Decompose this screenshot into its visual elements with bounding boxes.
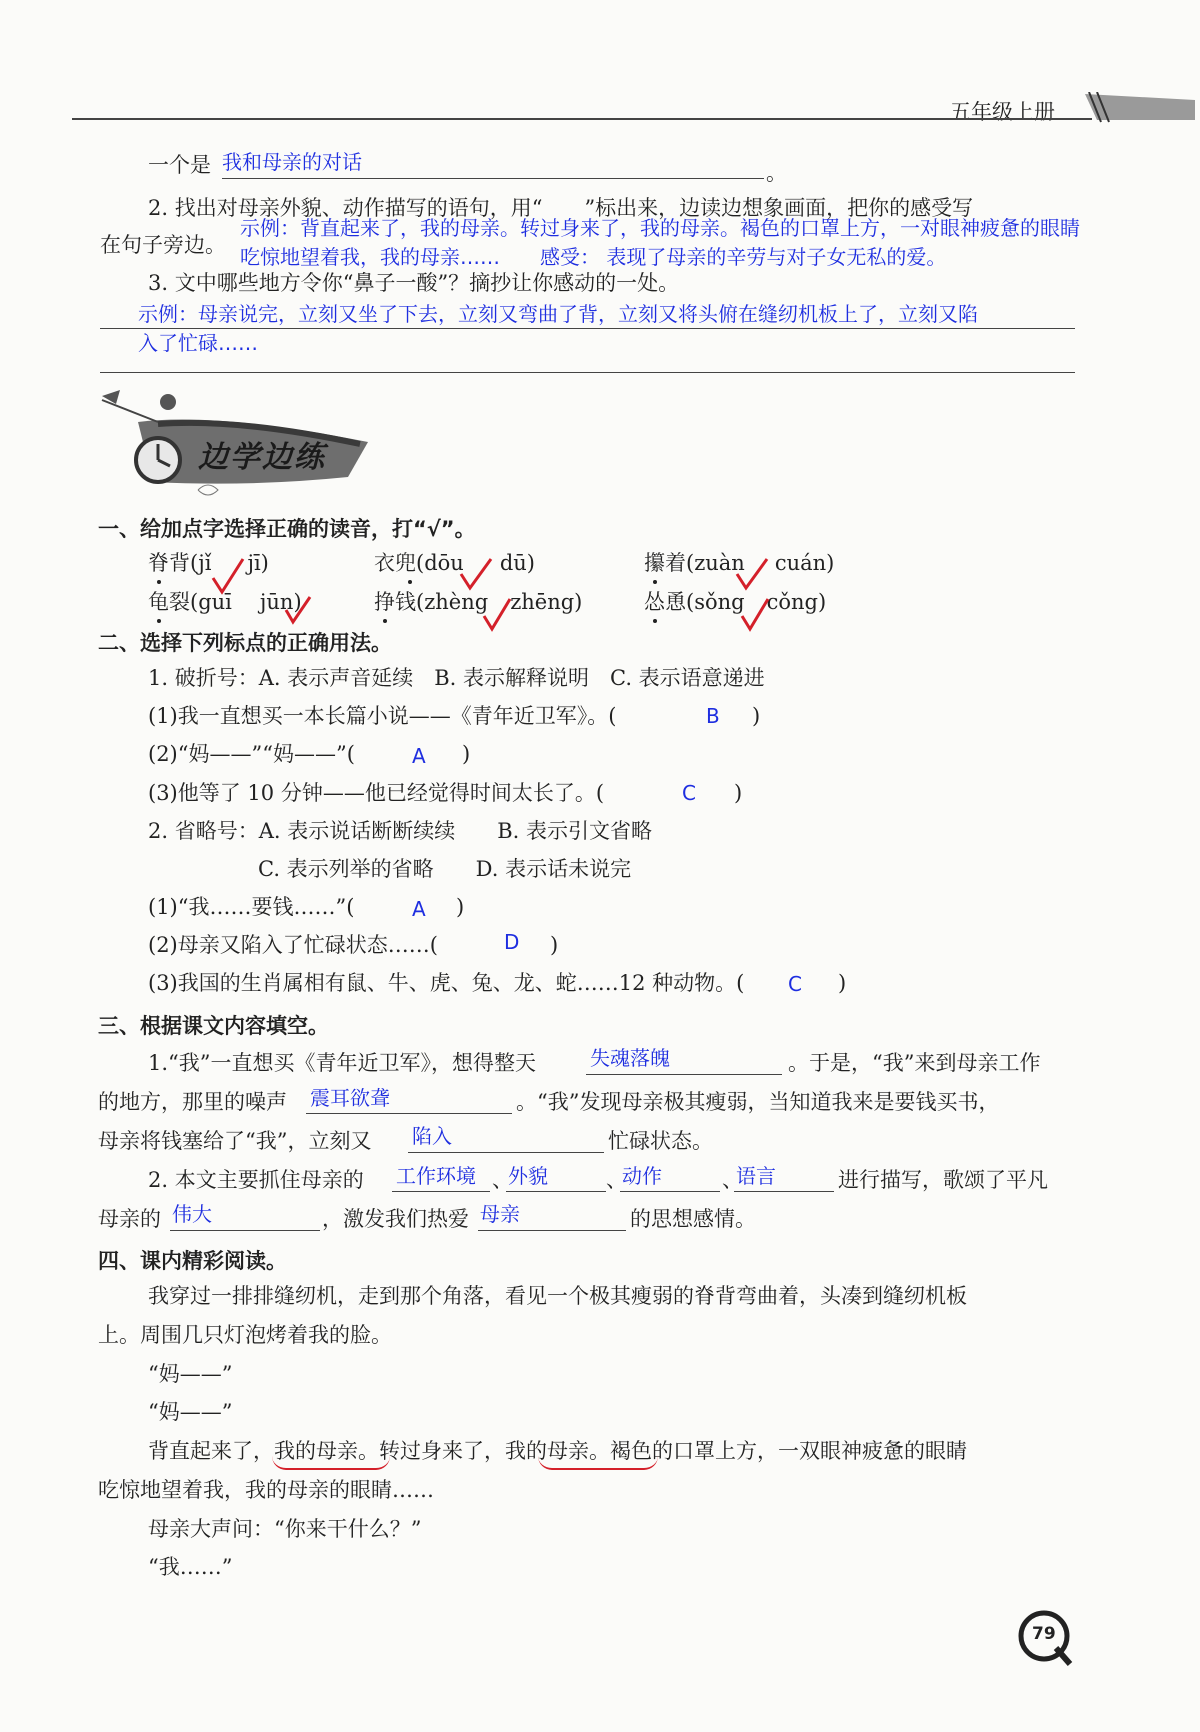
q2-question-line2: 在句子旁边。: [100, 233, 226, 257]
pinyin-item: 脊背(jǐ jī): [148, 551, 269, 575]
emphasis-dot: [157, 580, 161, 584]
sec2-q1-answer: C: [682, 781, 696, 805]
sec2-q2-item: (3)我国的生肖属相有鼠、牛、虎、兔、龙、蛇……12 种动物。(: [148, 971, 745, 995]
reading-para-1b: 上。周围几只灯泡烤着我的脸。: [98, 1323, 392, 1347]
pinyin-item: 衣兜(dōu dū): [374, 551, 535, 575]
reading-para-2: “妈——”: [148, 1362, 233, 1386]
sec3-answer-6: 动作: [622, 1164, 662, 1188]
sec3-blank-9: [478, 1230, 626, 1231]
sec3-heading: 三、根据课文内容填空。: [98, 1014, 329, 1038]
q3-answer-line-a: [100, 328, 1075, 329]
emphasis-dot: [383, 619, 387, 623]
reading-para-1a: 我穿过一排排缝纫机，走到那个角落，看见一个极其瘦弱的脊背弯曲着，头凑到缝纫机板: [148, 1284, 967, 1308]
sec3-blank-7: [734, 1191, 834, 1192]
sec3-line5c: 的思想感情。: [630, 1207, 756, 1231]
sec3-answer-3: 陷入: [412, 1124, 452, 1148]
q2-question-line1: 2. 找出对母亲外貌、动作描写的语句，用“ ”标出来，边读边想象画面，把你的感受写: [148, 196, 974, 220]
sec2-q2-close: ): [550, 933, 559, 957]
header-stripes-icon: [1085, 92, 1195, 126]
reading-para-5: 母亲大声问：“你来干什么？”: [148, 1517, 422, 1541]
sec2-q2-line2: C. 表示列举的省略 D. 表示话未说完: [258, 857, 632, 881]
sec3-blank-6: [620, 1191, 720, 1192]
reading-para-4b: 吃惊地望着我，我的母亲的眼睛……: [98, 1478, 434, 1502]
sec2-q2-item: (2)母亲又陷入了忙碌状态……(: [148, 933, 438, 957]
sec2-q1-item: (2)“妈——”“妈——”(: [148, 742, 355, 766]
sec3-line3a: 母亲将钱塞给了“我”，立刻又: [98, 1129, 372, 1153]
sec3-line2a: 的地方，那里的噪声: [98, 1090, 287, 1114]
check-mark-icon: [210, 556, 246, 596]
pinyin-item: 攥着(zuàn cuán): [644, 551, 835, 575]
sec3-answer-7: 语言: [736, 1164, 776, 1188]
sec3-answer-1: 失魂落魄: [590, 1046, 670, 1070]
emphasis-dot: [653, 580, 657, 584]
q3-question: 3. 文中哪些地方令你“鼻子一酸”？摘抄让你感动的一处。: [148, 271, 680, 295]
banner-title: 边学边练: [198, 440, 326, 475]
sec2-q1: 1. 破折号：A. 表示声音延续 B. 表示解释说明 C. 表示语意递进: [148, 666, 765, 690]
pinyin-item: 龟裂(guī jūn): [148, 590, 302, 614]
grade-label: 五年级上册: [950, 100, 1055, 124]
sec3-sep: 、: [606, 1168, 627, 1192]
q1-answer-line: [222, 178, 764, 179]
sec2-q1-answer: A: [412, 744, 426, 768]
q1-tail-line: 一个是: [148, 153, 211, 177]
check-mark-icon: [739, 596, 771, 632]
sec2-q1-close: ): [752, 704, 761, 728]
sec3-blank-5: [506, 1191, 606, 1192]
red-underline: [538, 1456, 658, 1470]
sec3-answer-4: 工作环境: [396, 1164, 476, 1188]
reading-para-6: “我……”: [148, 1555, 233, 1579]
check-mark-icon: [481, 596, 513, 632]
sec2-q2-item: (1)“我……要钱……”(: [148, 895, 355, 919]
sec3-blank-8: [170, 1230, 320, 1231]
sec2-q2-line1: 2. 省略号：A. 表示说话断断续续 B. 表示引文省略: [148, 819, 653, 843]
sec3-sep: 、: [722, 1168, 743, 1192]
sec3-line4a: 2. 本文主要抓住母亲的: [148, 1168, 364, 1192]
sec3-blank-3: [408, 1152, 604, 1153]
q3-answer-line-b: [100, 372, 1075, 373]
sec3-line1a: 1.“我”一直想买《青年近卫军》，想得整天: [148, 1051, 537, 1075]
sec3-line1b: 。于是，“我”来到母亲工作: [788, 1051, 1041, 1075]
sec3-answer-5: 外貌: [508, 1164, 548, 1188]
emphasis-dot: [157, 619, 161, 623]
sec3-line3b: 忙碌状态。: [608, 1129, 713, 1153]
sec2-q1-answer: B: [706, 704, 720, 728]
q3-answer-line1: 示例：母亲说完，立刻又坐了下去，立刻又弯曲了背，立刻又将头俯在缝纫机板上了，立刻又陷: [138, 302, 978, 326]
q1-end: 。: [766, 161, 787, 185]
sec2-q1-item: (3)他等了 10 分钟——他已经觉得时间太长了。(: [148, 781, 605, 805]
sec2-q1-item: (1)我一直想买一本长篇小说——《青年近卫军》。(: [148, 704, 617, 728]
reading-para-4a: 背直起来了，我的母亲。转过身来了，我的母亲。褐色的口罩上方，一双眼神疲惫的眼睛: [148, 1439, 967, 1463]
sec2-q2-close: ): [838, 971, 847, 995]
sec3-answer-8: 伟大: [172, 1202, 212, 1226]
sec3-line5a: 母亲的: [98, 1207, 161, 1231]
sec2-q2-answer: C: [788, 972, 802, 996]
q2-answer-line1: 示例：背直起来了，我的母亲。转过身来了，我的母亲。褐色的口罩上方，一对眼神疲惫的眼睛: [240, 216, 1080, 240]
pinyin-item: 挣钱(zhèng zhēng): [374, 590, 583, 614]
page-number: 79: [1032, 1624, 1056, 1644]
reading-para-3: “妈——”: [148, 1400, 233, 1424]
check-mark-icon: [734, 556, 770, 592]
sec2-q2-close: ): [456, 895, 465, 919]
pinyin-item: 怂恿(sǒng cǒng): [644, 590, 827, 614]
sec2-q2-answer: D: [504, 930, 520, 954]
q1-answer: 我和母亲的对话: [222, 150, 362, 174]
sec2-q2-answer: A: [412, 897, 426, 921]
sec1-heading: 一、给加点字选择正确的读音，打“√”。: [98, 517, 476, 541]
emphasis-dot: [653, 619, 657, 623]
sec2-q1-close: ): [462, 742, 471, 766]
q2-answer-line2: 吃惊地望着我，我的母亲…… 感受： 表现了母亲的辛劳与对子女无私的爱。: [240, 245, 947, 269]
sec3-blank-4: [392, 1191, 490, 1192]
header-rule: [72, 118, 1092, 120]
sec2-heading: 二、选择下列标点的正确用法。: [98, 631, 392, 655]
sec2-q1-close: ): [734, 781, 743, 805]
q3-answer-line2: 入了忙碌……: [138, 331, 258, 355]
emphasis-dot: [408, 580, 412, 584]
sec4-heading: 四、课内精彩阅读。: [98, 1249, 287, 1273]
sec3-sep: 、: [492, 1168, 513, 1192]
sec3-answer-2: 震耳欲聋: [310, 1086, 390, 1110]
sec3-blank-1: [586, 1074, 782, 1075]
check-mark-icon: [458, 556, 494, 592]
sec3-answer-9: 母亲: [480, 1202, 520, 1226]
sec3-line5b: ，激发我们热爱: [322, 1207, 469, 1231]
red-underline: [272, 1456, 390, 1470]
sec3-line4b: 进行描写，歌颂了平凡: [838, 1168, 1048, 1192]
sec3-blank-2: [306, 1113, 512, 1114]
check-mark-icon: [283, 594, 313, 626]
sec3-line2b: 。“我”发现母亲极其瘦弱，当知道我来是要钱买书，: [516, 1090, 1000, 1114]
